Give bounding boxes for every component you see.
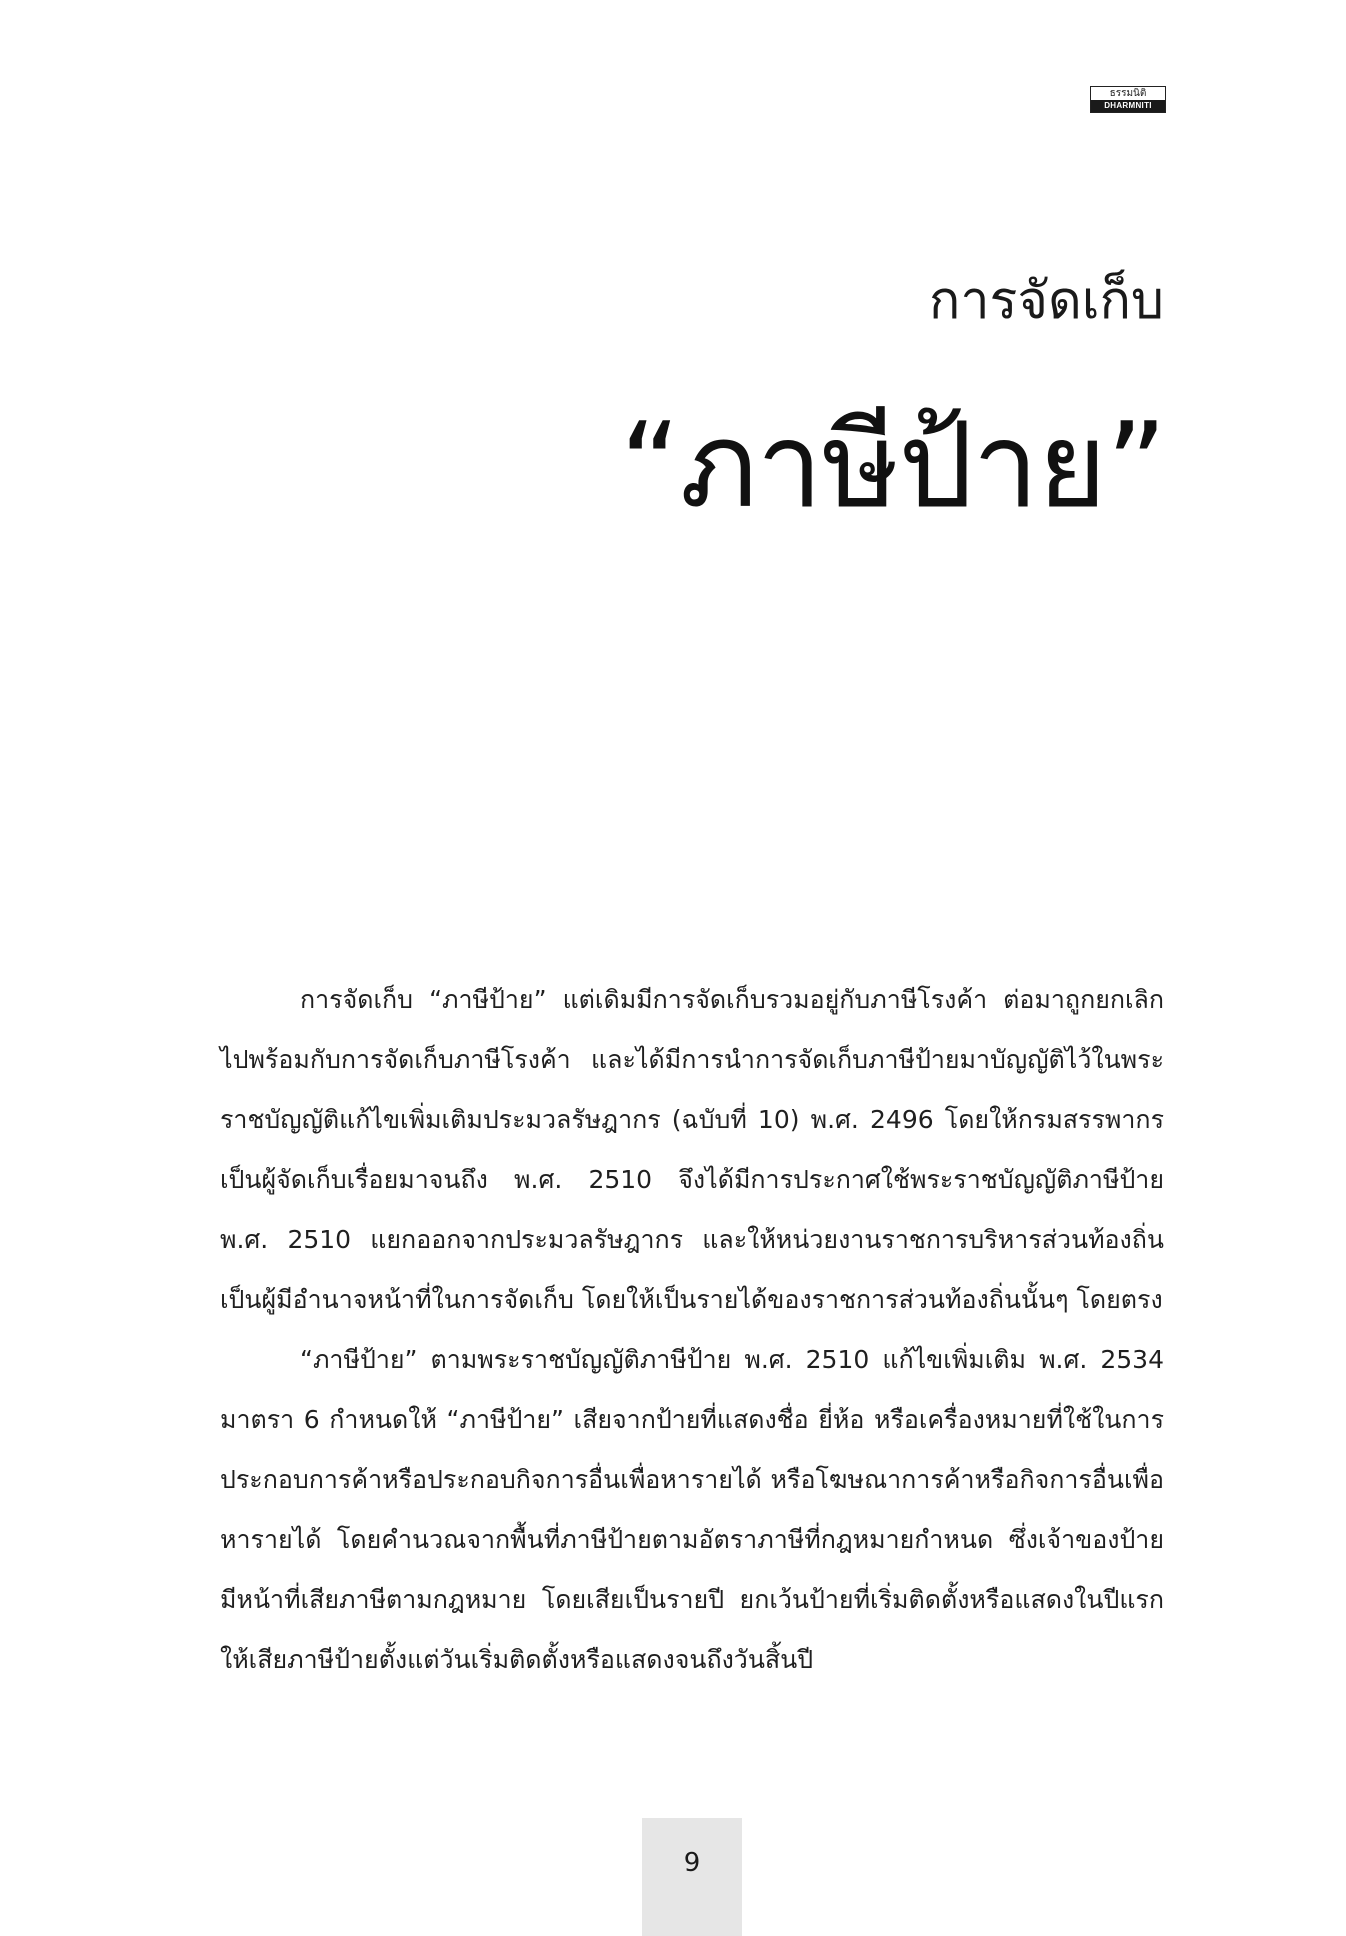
publisher-logo-thai: ธรรมนิติ: [1109, 88, 1147, 99]
publisher-logo: [1090, 86, 1166, 113]
body-text: [220, 970, 1164, 1690]
chapter-title: “ภาษีป้าย”: [619, 396, 1166, 534]
body-paragraph: “ภาษีป้าย” ตามพระราชบัญญัติภาษีป้าย พ.ศ. 2510 แก้ไขเพิ่มเติม พ.ศ. 2534 มาตรา 6 กำหนดให้ “ภาษีป้าย” เสียจากป้ายที่แสดงชื่อ ยี่ห้อ หรือเครื่องหมายที่ใช้ในการประกอบการค้าหรือประกอบกิจการอื่นเพื่อหารายได้ หรือโฆษณาการค้าหรือกิจการอื่นเพื่อหารายได้ โดยคำนวณจากพื้นที่ภาษีป้ายตามอัตราภาษีที่กฎหมายกำหนด ซึ่งเจ้าของป้ายมีหน้าที่เสียภาษีตามกฎหมาย โดยเสียเป็นรายปี ยกเว้นป้ายที่เริ่มติดตั้งหรือแสดงในปีแรกให้เสียภาษีป้ายตั้งแต่วันเริ่มติดตั้งหรือแสดงจนถึงวันสิ้นปี: [220, 1345, 1164, 1674]
page-number: 9: [683, 1848, 701, 1878]
page-number-tab: [642, 1818, 742, 1936]
body-paragraph: การจัดเก็บ “ภาษีป้าย” แต่เดิมมีการจัดเก็บรวมอยู่กับภาษีโรงค้า ต่อมาถูกยกเลิกไปพร้อมกับการจัดเก็บภาษีโรงค้า และได้มีการนำการจัดเก็บภาษีป้ายมาบัญญัติไว้ในพระราชบัญญัติแก้ไขเพิ่มเติมประมวลรัษฎากร (ฉบับที่ 10) พ.ศ. 2496 โดยให้กรมสรรพากรเป็นผู้จัดเก็บเรื่อยมาจนถึง พ.ศ. 2510 จึงได้มีการประกาศใช้พระราชบัญญัติภาษีป้าย พ.ศ. 2510 แยกออกจากประมวลรัษฎากร และให้หน่วยงานราชการบริหารส่วนท้องถิ่นเป็นผู้มีอำนาจหน้าที่ในการจัดเก็บ โดยให้เป็นรายได้ของราชการส่วนท้องถิ่นนั้นๆ โดยตรง: [220, 985, 1164, 1314]
chapter-kicker: การจัดเก็บ: [928, 271, 1164, 331]
publisher-logo-latin: DHARMNITI: [1091, 100, 1165, 112]
